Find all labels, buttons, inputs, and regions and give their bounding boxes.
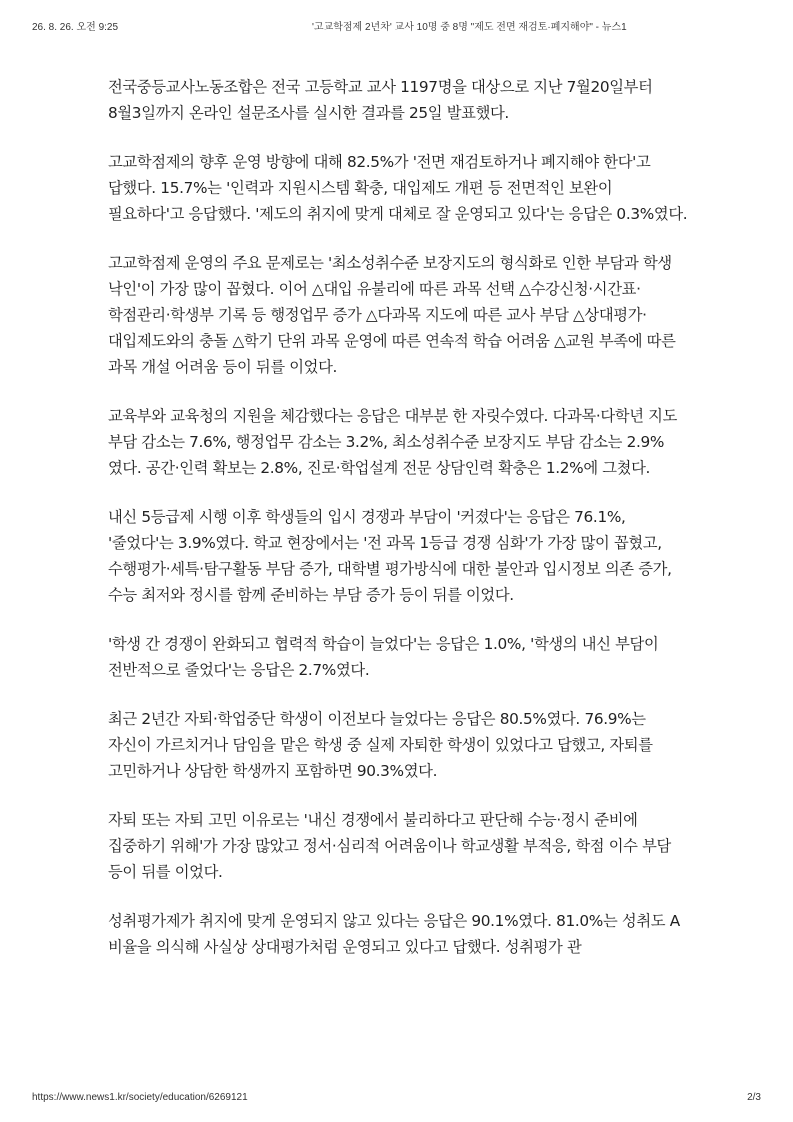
- article-paragraph: 고교학점제 운영의 주요 문제로는 '최소성취수준 보장지도의 형식화로 인한 부담과 학생 낙인'이 가장 많이 꼽혔다. 이어 △대입 유불리에 따른 과목 선택 △수강신청·시간표·학점관리·학생부 기록 등 행정업무 증가 △다과목 지도에 따른 교사 부담 △상대평가·대입제도와의 충돌 △학기 단위 과목 운영에 따른 연속적 학습 어려움 △교원 부족에 따른 과목 개설 어려움 등이 뒤를 이었다.: [108, 254, 676, 376]
- print-page-title: '고교학점제 2년차' 교사 10명 중 8명 "제도 전면 재검토·폐지해야" - 뉴스1: [312, 22, 627, 33]
- article-paragraph: 교육부와 교육청의 지원을 체감했다는 응답은 대부분 한 자릿수였다. 다과목·다학년 지도 부담 감소는 7.6%, 행정업무 감소는 3.2%, 최소성취수준 보장지도 부담 감소는 2.9%였다. 공간·인력 확보는 2.8%, 진로·학업설계 전문 상담인력 확충은 1.2%에 그쳤다.: [108, 407, 678, 477]
- article-paragraph: 최근 2년간 자퇴·학업중단 학생이 이전보다 늘었다는 응답은 80.5%였다. 76.9%는 자신이 가르치거나 담임을 맡은 학생 중 실제 자퇴한 학생이 있었다고 답했고, 자퇴를 고민하거나 상담한 학생까지 포함하면 90.3%였다.: [108, 710, 653, 780]
- print-footer: [32, 1092, 761, 1108]
- print-url: https://www.news1.kr/society/education/6269121: [32, 1092, 248, 1103]
- article-paragraph: 성취평가제가 취지에 맞게 운영되지 않고 있다는 응답은 90.1%였다. 81.0%는 성취도 A 비율을 의식해 사실상 상대평가처럼 운영되고 있다고 답했다. 성취평가 관: [108, 912, 680, 956]
- article-body: [108, 74, 688, 983]
- article-paragraph: 고교학점제의 향후 운영 방향에 대해 82.5%가 '전면 재검토하거나 폐지해야 한다'고 답했다. 15.7%는 '인력과 지원시스템 확충, 대입제도 개편 등 전면적인 보완이 필요하다'고 응답했다. '제도의 취지에 맞게 대체로 잘 운영되고 있다'는 응답은 0.3%였다.: [108, 153, 688, 223]
- page-number: 2/3: [747, 1092, 761, 1103]
- article-paragraph: 전국중등교사노동조합은 전국 고등학교 교사 1197명을 대상으로 지난 7월20일부터 8월3일까지 온라인 설문조사를 실시한 결과를 25일 발표했다.: [108, 78, 653, 122]
- print-datetime: 26. 8. 26. 오전 9:25: [32, 22, 119, 33]
- article-paragraph: 자퇴 또는 자퇴 고민 이유로는 '내신 경쟁에서 불리하다고 판단해 수능·정시 준비에 집중하기 위해'가 가장 많았고 정서·심리적 어려움이나 학교생활 부적응, 학점 이수 부담 등이 뒤를 이었다.: [108, 811, 671, 881]
- article-paragraph: '학생 간 경쟁이 완화되고 협력적 학습이 늘었다'는 응답은 1.0%, '학생의 내신 부담이 전반적으로 줄었다'는 응답은 2.7%였다.: [108, 635, 659, 679]
- article-paragraph: 내신 5등급제 시행 이후 학생들의 입시 경쟁과 부담이 '커졌다'는 응답은 76.1%, '줄었다'는 3.9%였다. 학교 현장에서는 '전 과목 1등급 경쟁 심화'가 가장 많이 꼽혔고, 수행평가·세특·탐구활동 부담 증가, 대학별 평가방식에 대한 불안과 입시정보 의존 증가, 수능 최저와 정시를 함께 준비하는 부담 증가 등이 뒤를 이었다.: [108, 508, 672, 604]
- print-header: [32, 18, 761, 34]
